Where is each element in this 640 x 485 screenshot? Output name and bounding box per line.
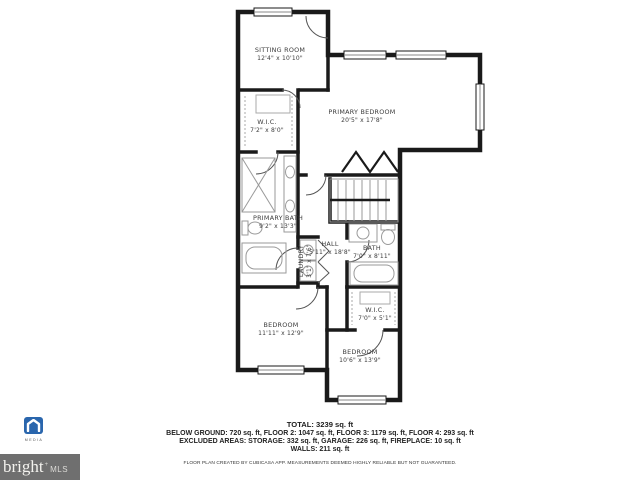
door-arc (306, 16, 328, 38)
walls-area-text: WALLS: 211 sq. ft (290, 445, 350, 453)
room-dims-sitting-room: 12'4" x 10'10" (257, 55, 303, 62)
bright-mls-bar (0, 454, 80, 480)
room-label-bedroom-right: BEDROOM (342, 348, 378, 356)
bright-logo-plus: + (44, 462, 49, 468)
bright-mls-media-icon (24, 417, 43, 434)
exterior-walls (238, 12, 480, 400)
room-label-bath: BATH (363, 244, 381, 252)
room-dims-laundry: 3'1" x 7'6" (306, 244, 313, 278)
windows (254, 8, 484, 404)
disclaimer-text: FLOOR PLAN CREATED BY CUBICASA APP. MEASUREMENTS DEEMED HIGHLY RELIABLE BUT NOT GUARANTEED. (183, 460, 457, 466)
floors-area-text: BELOW GROUND: 720 sq. ft, FLOOR 2: 1047 sq. ft, FLOOR 3: 1179 sq. ft, FLOOR 4: 293 sq. ft (166, 429, 474, 437)
room-label-primary-bedroom: PRIMARY BEDROOM (328, 108, 396, 116)
room-label-wic-lower: W.I.C. (365, 306, 385, 314)
room-label-hall: HALL (321, 240, 339, 248)
room-dims-bedroom-right: 10'6" x 13'9" (339, 357, 381, 364)
room-label-wic-upper: W.I.C. (257, 118, 277, 126)
mls-logo-text: MLS (50, 465, 69, 474)
media-label: MEDIA (24, 438, 44, 442)
total-area-text: TOTAL: 3239 sq. ft (286, 420, 354, 429)
door-arc (296, 287, 318, 309)
door-arc (306, 175, 326, 195)
room-label-sitting-room: SITTING ROOM (254, 46, 306, 54)
room-label-laundry: LAUNDRY (297, 244, 305, 278)
area-summary (0, 421, 640, 466)
room-dims-bath: 7'0" x 8'11" (353, 253, 391, 260)
sink-icon (349, 224, 377, 242)
room-dims-wic-upper: 7'2" x 8'0" (250, 127, 284, 134)
bathtub-icon (350, 262, 398, 285)
toilet-icon (381, 224, 395, 245)
excluded-area-text: EXCLUDED AREAS: STORAGE: 332 sq. ft, GARAGE: 226 sq. ft, FIREPLACE: 10 sq. ft (179, 437, 461, 445)
room-label-primary-bath: PRIMARY BATH (253, 214, 303, 222)
room-dims-wic-lower: 7'0" x 5'1" (358, 315, 392, 322)
shower-icon (242, 158, 275, 212)
stairs (330, 179, 398, 222)
room-dims-primary-bedroom: 20'5" x 17'8" (341, 117, 383, 124)
room-dims-hall: 5'11" x 18'8" (309, 249, 351, 256)
room-dims-bedroom-left: 11'11" x 12'9" (258, 330, 304, 337)
room-label-bedroom-left: BEDROOM (263, 321, 299, 329)
room-dims-primary-bath: 9'2" x 13'3" (259, 223, 297, 230)
bright-logo-text: bright (3, 457, 44, 476)
fireplace-icon (342, 152, 398, 172)
